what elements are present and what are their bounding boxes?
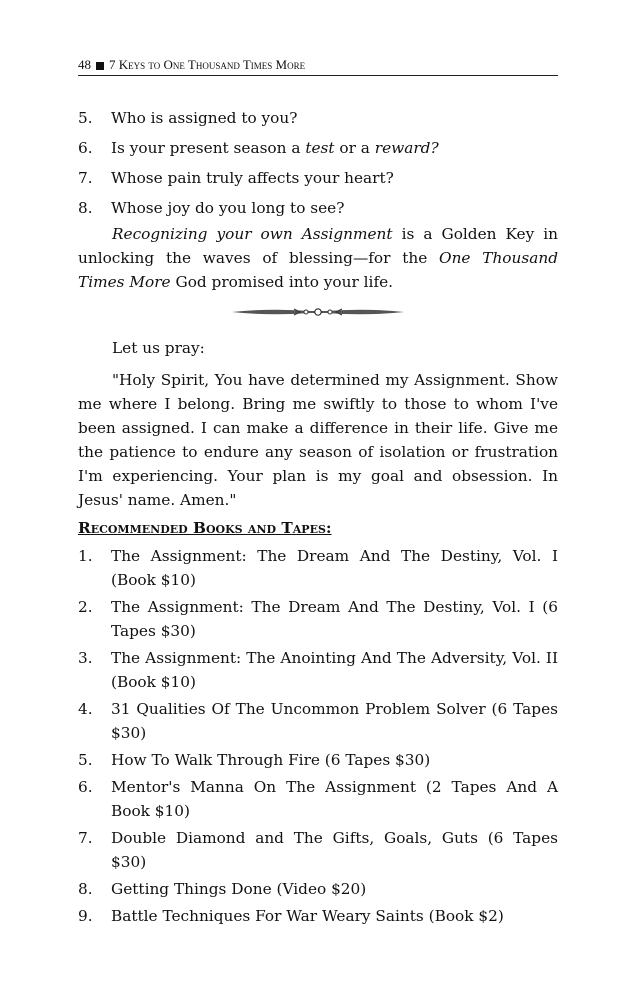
recommended-number: 1.	[78, 547, 93, 565]
question-item	[78, 166, 558, 190]
golden-key-paragraph	[78, 222, 558, 294]
running-header	[78, 55, 558, 76]
question-text-part: Is your present season a	[111, 139, 306, 157]
recommended-number: 8.	[78, 880, 93, 898]
recommended-number: 4.	[78, 700, 93, 718]
question-number: 6.	[78, 139, 93, 157]
recommended-item	[78, 904, 558, 928]
question-number: 7.	[78, 169, 93, 187]
recommended-title: Battle Techniques For War Weary Saints (Book $2)	[111, 907, 504, 925]
recommended-item	[78, 877, 558, 901]
recommended-title: Getting Things Done (Video $20)	[111, 880, 367, 898]
recommended-number: 7.	[78, 829, 93, 847]
question-italic-test: test	[305, 139, 335, 157]
recommended-number: 3.	[78, 649, 93, 667]
recommended-title: The Assignment: The Dream And The Destiny, Vol. I (Book $10)	[111, 547, 558, 589]
recommended-title: Mentor's Manna On The Assignment (2 Tapes And A Book $10)	[111, 778, 558, 820]
recommended-item	[78, 775, 558, 823]
question-text	[111, 139, 439, 157]
recommended-title: The Assignment: The Dream And The Destiny, Vol. I (6 Tapes $30)	[111, 598, 558, 640]
square-bullet-icon	[96, 62, 104, 70]
prayer-paragraph: "Holy Spirit, You have determined my Assignment. Show me where I belong. Bring me swiftly to those to whom I've been assigned. I can make a difference in their life. Give me the patience to endure any season of isolation or frustration I'm experiencing. Your plan is my goal and obsession. In Jesus' name. Amen."	[78, 371, 558, 509]
page-body	[78, 106, 558, 931]
golden-key-italic-1: Recognizing your own Assignment	[112, 225, 393, 243]
pray-label: Let us pray:	[112, 339, 205, 357]
recommended-item	[78, 544, 558, 592]
recommended-title: Double Diamond and The Gifts, Goals, Guts (6 Tapes $30)	[111, 829, 558, 871]
recommended-number: 6.	[78, 778, 93, 796]
recommended-number: 5.	[78, 751, 93, 769]
recommended-number: 9.	[78, 907, 93, 925]
running-title: 7 Keys to One Thousand Times More	[109, 57, 306, 72]
recommended-item	[78, 697, 558, 745]
question-item	[78, 136, 558, 160]
recommended-item	[78, 748, 558, 772]
golden-key-italic-2: One Thousand Times More	[78, 249, 558, 291]
recommended-title: The Assignment: The Anointing And The Adversity, Vol. II (Book $10)	[111, 649, 558, 691]
question-item	[78, 106, 558, 130]
question-text: Whose joy do you long to see?	[111, 199, 345, 217]
question-text-part: or a	[334, 139, 375, 157]
question-italic-reward: reward?	[374, 139, 439, 157]
golden-key-text: is a Golden Key in unlocking the waves of blessing—for the	[78, 225, 559, 267]
recommended-item	[78, 826, 558, 874]
recommended-title: 31 Qualities Of The Uncommon Problem Solver (6 Tapes $30)	[111, 700, 558, 742]
question-item	[78, 196, 558, 220]
recommended-item	[78, 595, 558, 643]
question-text: Who is assigned to you?	[111, 109, 298, 127]
recommended-heading: Recommended Books and Tapes:	[78, 519, 332, 537]
golden-key-text-end: God promised into your life.	[170, 273, 394, 291]
question-text: Whose pain truly affects your heart?	[111, 169, 394, 187]
question-number: 5.	[78, 109, 93, 127]
ornament-divider	[78, 300, 558, 324]
question-number: 8.	[78, 199, 93, 217]
recommended-title: How To Walk Through Fire (6 Tapes $30)	[111, 751, 431, 769]
recommended-number: 2.	[78, 598, 93, 616]
recommended-item	[78, 646, 558, 694]
page-number: 48	[78, 57, 91, 72]
ornament-divider-icon	[230, 304, 406, 320]
